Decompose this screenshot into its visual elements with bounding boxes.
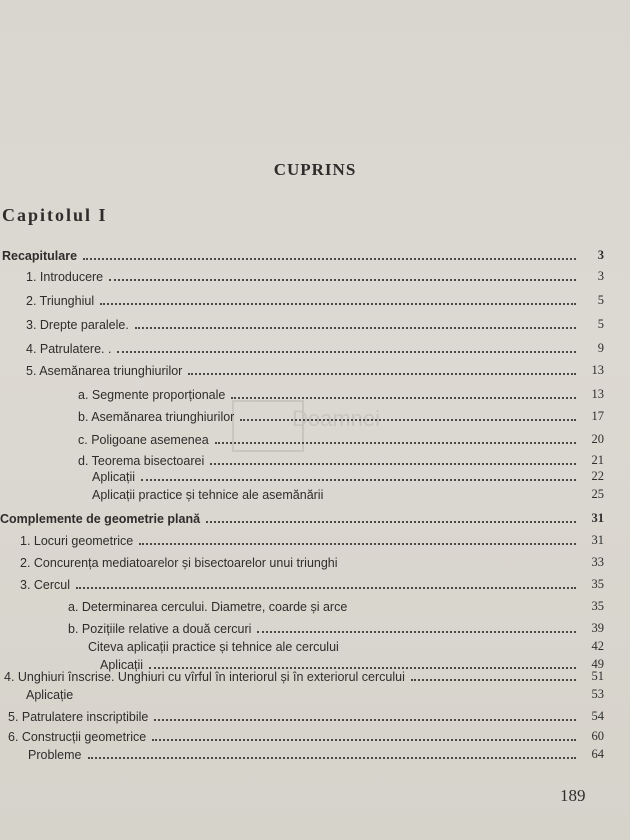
toc-leader xyxy=(100,303,576,305)
toc-label: b. Pozițiile relative a două cercuri xyxy=(68,622,252,636)
toc-leader xyxy=(117,351,576,353)
toc-label: Complemente de geometrie plană xyxy=(0,512,201,526)
toc-leader xyxy=(329,497,576,499)
toc-leader xyxy=(215,442,576,444)
toc-item xyxy=(4,666,604,684)
toc-leader xyxy=(152,739,576,741)
toc-page: 9 xyxy=(597,341,604,355)
toc-label: Aplicații xyxy=(92,470,136,484)
toc-leader xyxy=(109,279,576,281)
toc-label: 2. Triunghiul xyxy=(26,294,95,308)
toc-page: 39 xyxy=(591,621,604,635)
toc-page: 35 xyxy=(591,577,604,591)
toc-page: 42 xyxy=(591,639,604,653)
toc-subitem xyxy=(28,744,604,762)
toc-label: 6. Construcții geometrice xyxy=(8,730,147,744)
toc-leader xyxy=(345,649,576,651)
toc-page: 13 xyxy=(591,387,604,401)
toc-item xyxy=(26,338,604,356)
toc-leader xyxy=(210,463,576,465)
toc-leader xyxy=(83,258,576,260)
toc-page: 3 xyxy=(597,269,604,283)
toc-label: Probleme xyxy=(28,748,82,762)
toc-label: Aplicație xyxy=(26,688,74,702)
toc-label: Citeva aplicații practice și tehnice ale cercului xyxy=(88,640,339,654)
toc-item xyxy=(8,726,604,744)
toc-item xyxy=(26,290,604,308)
toc-label: a. Segmente proporționale xyxy=(78,388,226,402)
toc-leader xyxy=(76,587,576,589)
toc-page: 5 xyxy=(597,293,604,307)
toc-label: 4. Patrulatere. . xyxy=(26,342,112,356)
toc-item xyxy=(26,360,604,378)
toc-leader xyxy=(135,327,576,329)
toc-label: Aplicații practice și tehnice ale asemănării xyxy=(92,488,324,502)
toc-leader xyxy=(231,397,576,399)
toc-leader xyxy=(353,609,576,611)
toc-label: 1. Introducere xyxy=(26,270,104,284)
toc-label: 5. Asemănarea triunghiurilor xyxy=(26,364,183,378)
toc-subitem xyxy=(92,466,604,484)
toc-leader xyxy=(188,373,576,375)
toc-label: Recapitulare xyxy=(2,249,78,263)
toc-item xyxy=(26,314,604,332)
toc-label: 3. Cercul xyxy=(20,578,71,592)
toc-leader xyxy=(79,697,576,699)
toc-page: 5 xyxy=(597,317,604,331)
toc-label: c. Poligoane asemenea xyxy=(78,433,209,447)
toc-leader xyxy=(139,543,576,545)
toc-leader xyxy=(154,719,576,721)
toc-item xyxy=(20,552,604,570)
toc-page: 25 xyxy=(591,487,604,501)
toc-page: 20 xyxy=(591,432,604,446)
toc-item xyxy=(8,706,604,724)
toc-page: 49 xyxy=(591,657,604,671)
toc-leader xyxy=(411,679,576,681)
toc-page: 21 xyxy=(591,453,604,467)
toc-leader xyxy=(240,419,576,421)
toc-page: 53 xyxy=(591,687,604,701)
toc-page: 64 xyxy=(591,747,604,761)
toc-subitem xyxy=(78,429,604,447)
toc-page: 33 xyxy=(591,555,604,569)
toc-section-complemente xyxy=(0,508,604,526)
toc-item xyxy=(20,530,604,548)
toc-subitem xyxy=(88,636,604,654)
toc-leader xyxy=(141,479,576,481)
toc-section-recapitulare xyxy=(2,245,604,263)
toc-leader xyxy=(344,565,576,567)
toc-page: 60 xyxy=(591,729,604,743)
toc-page: 13 xyxy=(591,363,604,377)
toc-item xyxy=(26,266,604,284)
toc-subitem xyxy=(68,596,604,614)
toc-subitem xyxy=(78,406,604,424)
toc-subitem xyxy=(92,484,604,502)
toc-page: 54 xyxy=(591,709,604,723)
toc-label: 1. Locuri geometrice xyxy=(20,534,134,548)
toc-label: 3. Drepte paralele. xyxy=(26,318,129,332)
toc-page: 3 xyxy=(597,248,604,262)
toc-label: a. Determinarea cercului. Diametre, coarde și arce xyxy=(68,600,348,614)
toc-leader xyxy=(206,521,576,523)
toc-subitem xyxy=(78,384,604,402)
toc-label: 4. Unghiuri înscrise. Unghiuri cu vîrful în interiorul și în exteriorul cercului xyxy=(4,670,405,684)
chapter-heading: Capitolul I xyxy=(2,205,108,225)
toc-label: d. Teorema bisectoarei xyxy=(78,454,205,468)
toc-page: 22 xyxy=(591,469,604,483)
toc-label: 5. Patrulatere inscriptibile xyxy=(8,710,149,724)
toc-page: 51 xyxy=(591,669,604,683)
toc-page: 17 xyxy=(591,409,604,423)
toc-leader xyxy=(257,631,576,633)
page-title: CUPRINS xyxy=(273,160,357,179)
toc-subitem xyxy=(68,618,604,636)
toc-label: 2. Concurența mediatoarelor și bisectoarelor unui triunghi xyxy=(20,556,338,570)
toc-page: 31 xyxy=(591,533,604,547)
toc-page: 31 xyxy=(591,511,604,525)
toc-label: b. Asemănarea triunghiurilor xyxy=(78,410,235,424)
toc-subitem xyxy=(26,684,604,702)
watermark-text: Doamnei xyxy=(292,406,381,431)
toc-item xyxy=(20,574,604,592)
toc-leader xyxy=(88,757,577,759)
page-number: 189 xyxy=(560,786,586,805)
toc-label: Aplicații xyxy=(100,658,144,672)
toc-page: 35 xyxy=(591,599,604,613)
